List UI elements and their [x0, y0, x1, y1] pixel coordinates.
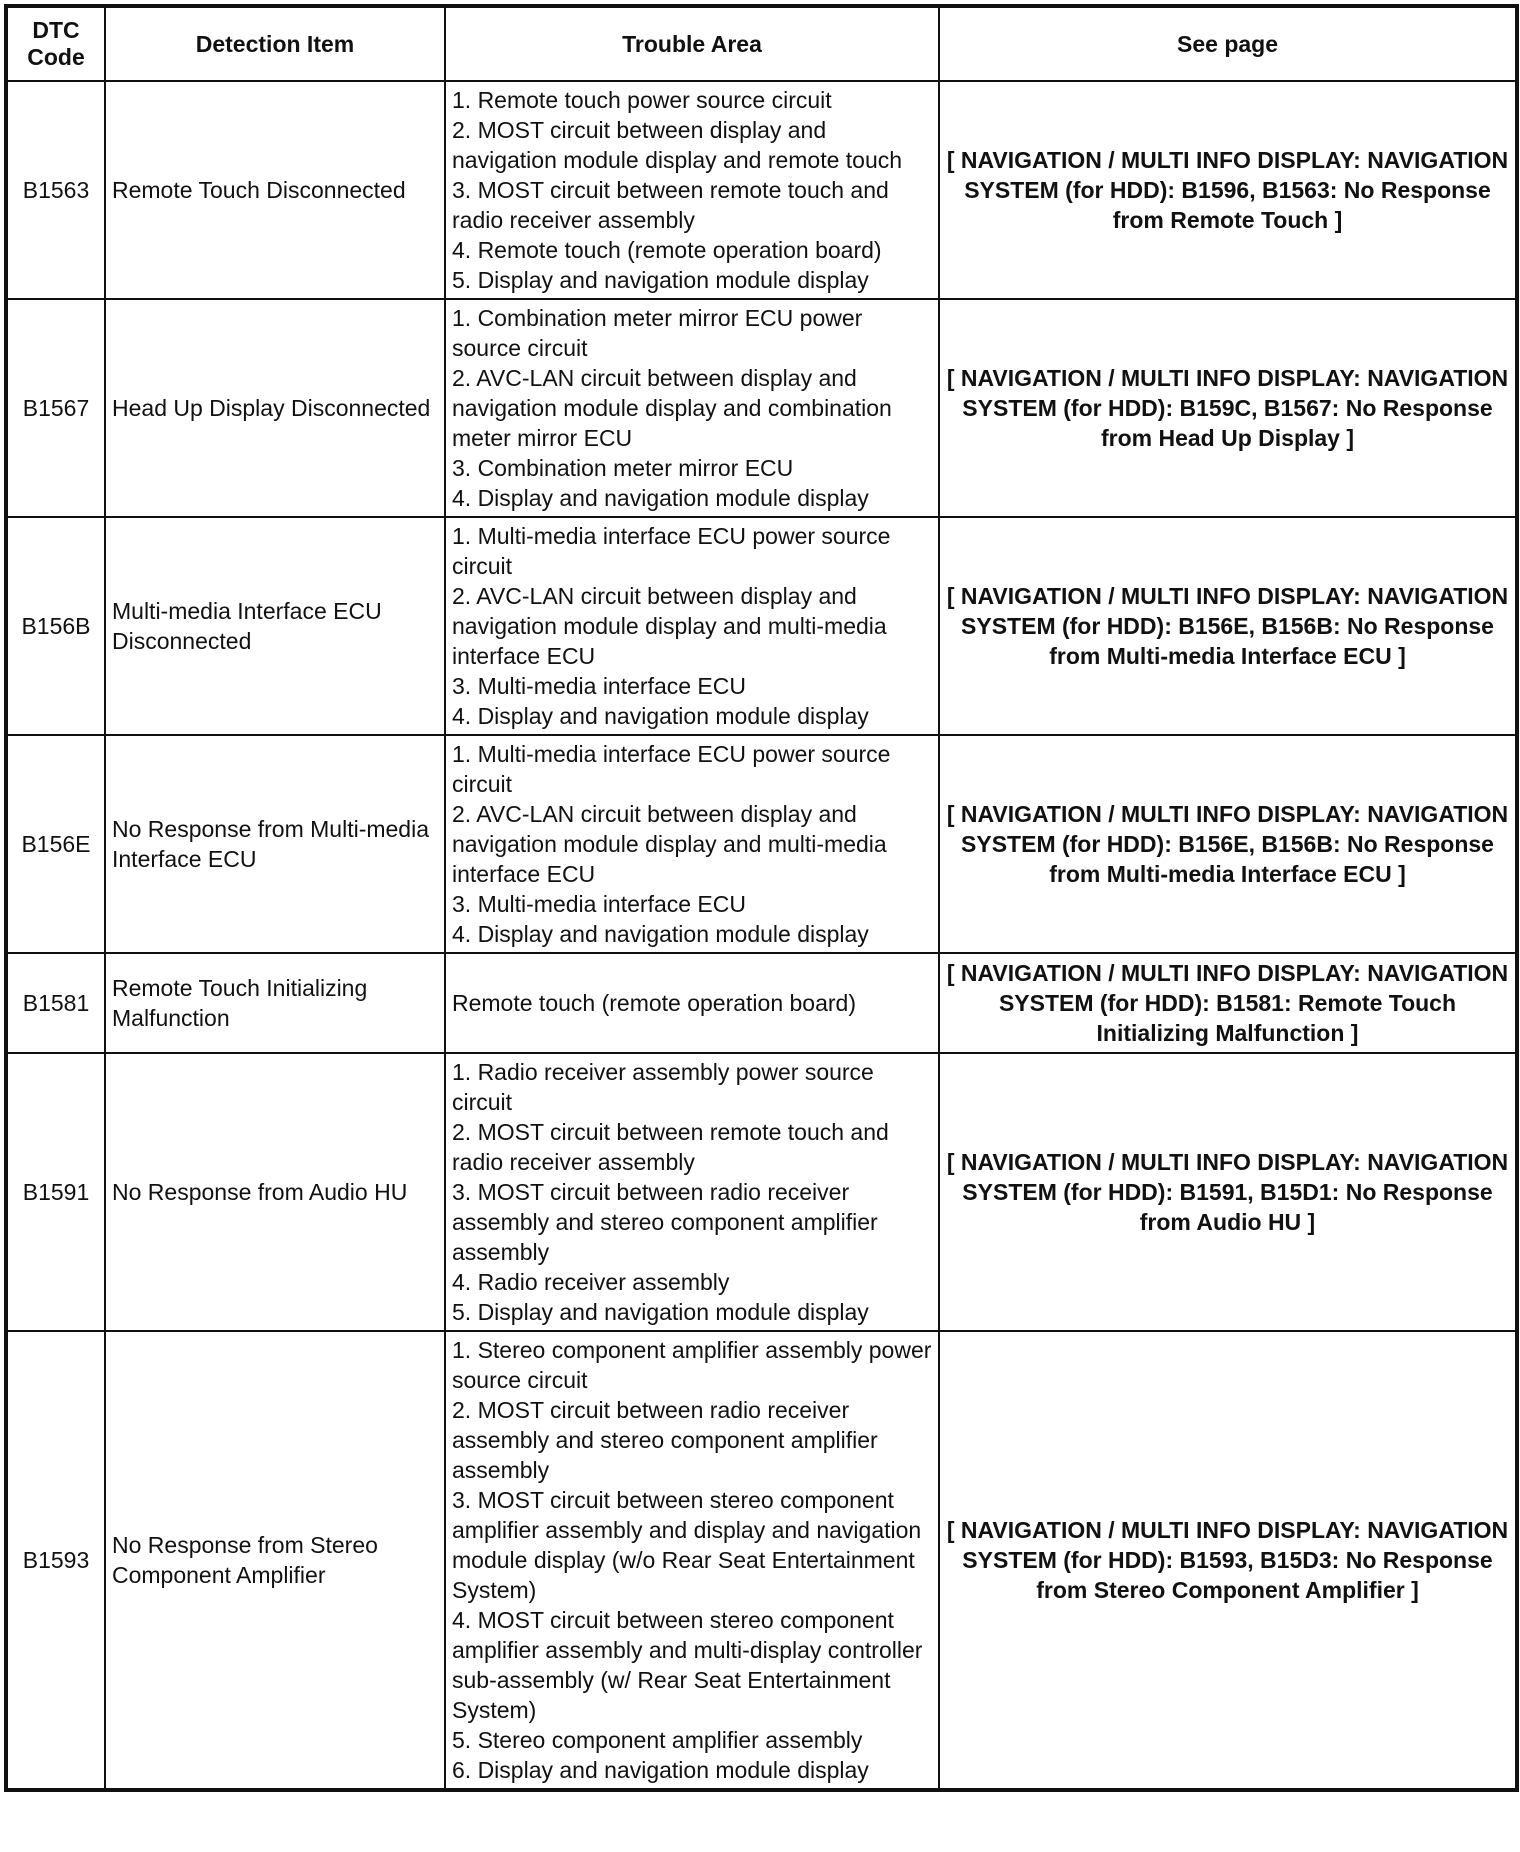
detection-item-cell: Head Up Display Disconnected — [105, 299, 445, 517]
dtc-code-cell: B156B — [6, 517, 105, 735]
trouble-area-cell — [445, 1331, 939, 1790]
table-row — [6, 735, 1517, 953]
table-row — [6, 953, 1517, 1053]
table-header — [6, 6, 1517, 81]
trouble-area-line: 1. Remote touch power source circuit — [452, 87, 832, 113]
trouble-area-line: 4. MOST circuit between stereo component amplifier assembly and multi-display controller sub-assembly (w/ Rear Seat Entertainment System) — [452, 1607, 923, 1723]
trouble-area-line: 2. MOST circuit between remote touch and radio receiver assembly — [452, 1119, 889, 1175]
dtc-code-cell: B1581 — [6, 953, 105, 1053]
header-trouble-area: Trouble Area — [445, 6, 939, 81]
trouble-area-line: 2. AVC-LAN circuit between display and navigation module display and multi-media interface ECU — [452, 583, 887, 669]
trouble-area-line: 3. MOST circuit between stereo component amplifier assembly and display and navigation module display (w/o Rear Seat Entertainment System) — [452, 1487, 922, 1603]
header-see-page: See page — [939, 6, 1517, 81]
trouble-area-line: 4. Display and navigation module display — [452, 703, 869, 729]
table-body — [6, 81, 1517, 1790]
trouble-area-line: 4. Remote touch (remote operation board) — [452, 237, 882, 263]
dtc-code-cell: B1593 — [6, 1331, 105, 1790]
detection-item-cell: No Response from Multi-media Interface ECU — [105, 735, 445, 953]
trouble-area-line: 2. AVC-LAN circuit between display and navigation module display and multi-media interface ECU — [452, 801, 887, 887]
trouble-area-line: 4. Radio receiver assembly — [452, 1269, 730, 1295]
trouble-area-line: 3. Combination meter mirror ECU — [452, 455, 794, 481]
dtc-code-cell: B1591 — [6, 1053, 105, 1331]
see-page-reference: [ NAVIGATION / MULTI INFO DISPLAY: NAVIGATION SYSTEM (for HDD): B156E, B156B: No Response from Multi-media Interface ECU ] — [939, 517, 1517, 735]
trouble-area-cell — [445, 517, 939, 735]
detection-item-cell: No Response from Stereo Component Amplifier — [105, 1331, 445, 1790]
trouble-area-cell — [445, 735, 939, 953]
see-page-reference: [ NAVIGATION / MULTI INFO DISPLAY: NAVIGATION SYSTEM (for HDD): B159C, B1567: No Response from Head Up Display ] — [939, 299, 1517, 517]
trouble-area-line: 4. Display and navigation module display — [452, 921, 869, 947]
trouble-area-line: 3. Multi-media interface ECU — [452, 673, 746, 699]
table-row — [6, 1331, 1517, 1790]
trouble-area-line: 5. Display and navigation module display — [452, 1299, 869, 1325]
table-row — [6, 517, 1517, 735]
trouble-area-line: 2. AVC-LAN circuit between display and navigation module display and combination meter mirror ECU — [452, 365, 892, 451]
trouble-area-cell — [445, 953, 939, 1053]
detection-item-cell: Multi-media Interface ECU Disconnected — [105, 517, 445, 735]
trouble-area-line: 1. Radio receiver assembly power source circuit — [452, 1059, 874, 1115]
trouble-area-line: 5. Stereo component amplifier assembly — [452, 1727, 863, 1753]
dtc-table — [4, 4, 1519, 1792]
see-page-reference: [ NAVIGATION / MULTI INFO DISPLAY: NAVIGATION SYSTEM (for HDD): B1581: Remote Touch Initializing Malfunction ] — [939, 953, 1517, 1053]
trouble-area-cell — [445, 1053, 939, 1331]
trouble-area-line: 6. Display and navigation module display — [452, 1757, 869, 1783]
see-page-reference: [ NAVIGATION / MULTI INFO DISPLAY: NAVIGATION SYSTEM (for HDD): B1591, B15D1: No Response from Audio HU ] — [939, 1053, 1517, 1331]
dtc-code-cell: B156E — [6, 735, 105, 953]
detection-item-cell: Remote Touch Disconnected — [105, 81, 445, 299]
see-page-reference: [ NAVIGATION / MULTI INFO DISPLAY: NAVIGATION SYSTEM (for HDD): B1593, B15D3: No Response from Stereo Component Amplifier ] — [939, 1331, 1517, 1790]
header-dtc-code: DTC Code — [6, 6, 105, 81]
table-row — [6, 81, 1517, 299]
trouble-area-line: 2. MOST circuit between display and navigation module display and remote touch — [452, 117, 903, 173]
trouble-area-cell — [445, 299, 939, 517]
trouble-area-line: 3. MOST circuit between radio receiver assembly and stereo component amplifier assembly — [452, 1179, 878, 1265]
trouble-area-line: 1. Combination meter mirror ECU power source circuit — [452, 305, 863, 361]
detection-item-cell: Remote Touch Initializing Malfunction — [105, 953, 445, 1053]
trouble-area-line: 4. Display and navigation module display — [452, 485, 869, 511]
header-row — [6, 6, 1517, 81]
table-row — [6, 1053, 1517, 1331]
dtc-code-cell: B1567 — [6, 299, 105, 517]
trouble-area-line: 1. Multi-media interface ECU power source circuit — [452, 523, 891, 579]
dtc-code-cell: B1563 — [6, 81, 105, 299]
detection-item-cell: No Response from Audio HU — [105, 1053, 445, 1331]
trouble-area-line: 1. Stereo component amplifier assembly power source circuit — [452, 1337, 932, 1393]
trouble-area-line: 3. Multi-media interface ECU — [452, 891, 746, 917]
trouble-area-line: 3. MOST circuit between remote touch and radio receiver assembly — [452, 177, 889, 233]
see-page-reference: [ NAVIGATION / MULTI INFO DISPLAY: NAVIGATION SYSTEM (for HDD): B156E, B156B: No Response from Multi-media Interface ECU ] — [939, 735, 1517, 953]
header-detection-item: Detection Item — [105, 6, 445, 81]
trouble-area-line: 5. Display and navigation module display — [452, 267, 869, 293]
trouble-area-line: 2. MOST circuit between radio receiver assembly and stereo component amplifier assembly — [452, 1397, 878, 1483]
table-row — [6, 299, 1517, 517]
trouble-area-line: 1. Multi-media interface ECU power source circuit — [452, 741, 891, 797]
trouble-area-cell — [445, 81, 939, 299]
trouble-area-line: Remote touch (remote operation board) — [452, 990, 856, 1016]
see-page-reference: [ NAVIGATION / MULTI INFO DISPLAY: NAVIGATION SYSTEM (for HDD): B1596, B1563: No Response from Remote Touch ] — [939, 81, 1517, 299]
